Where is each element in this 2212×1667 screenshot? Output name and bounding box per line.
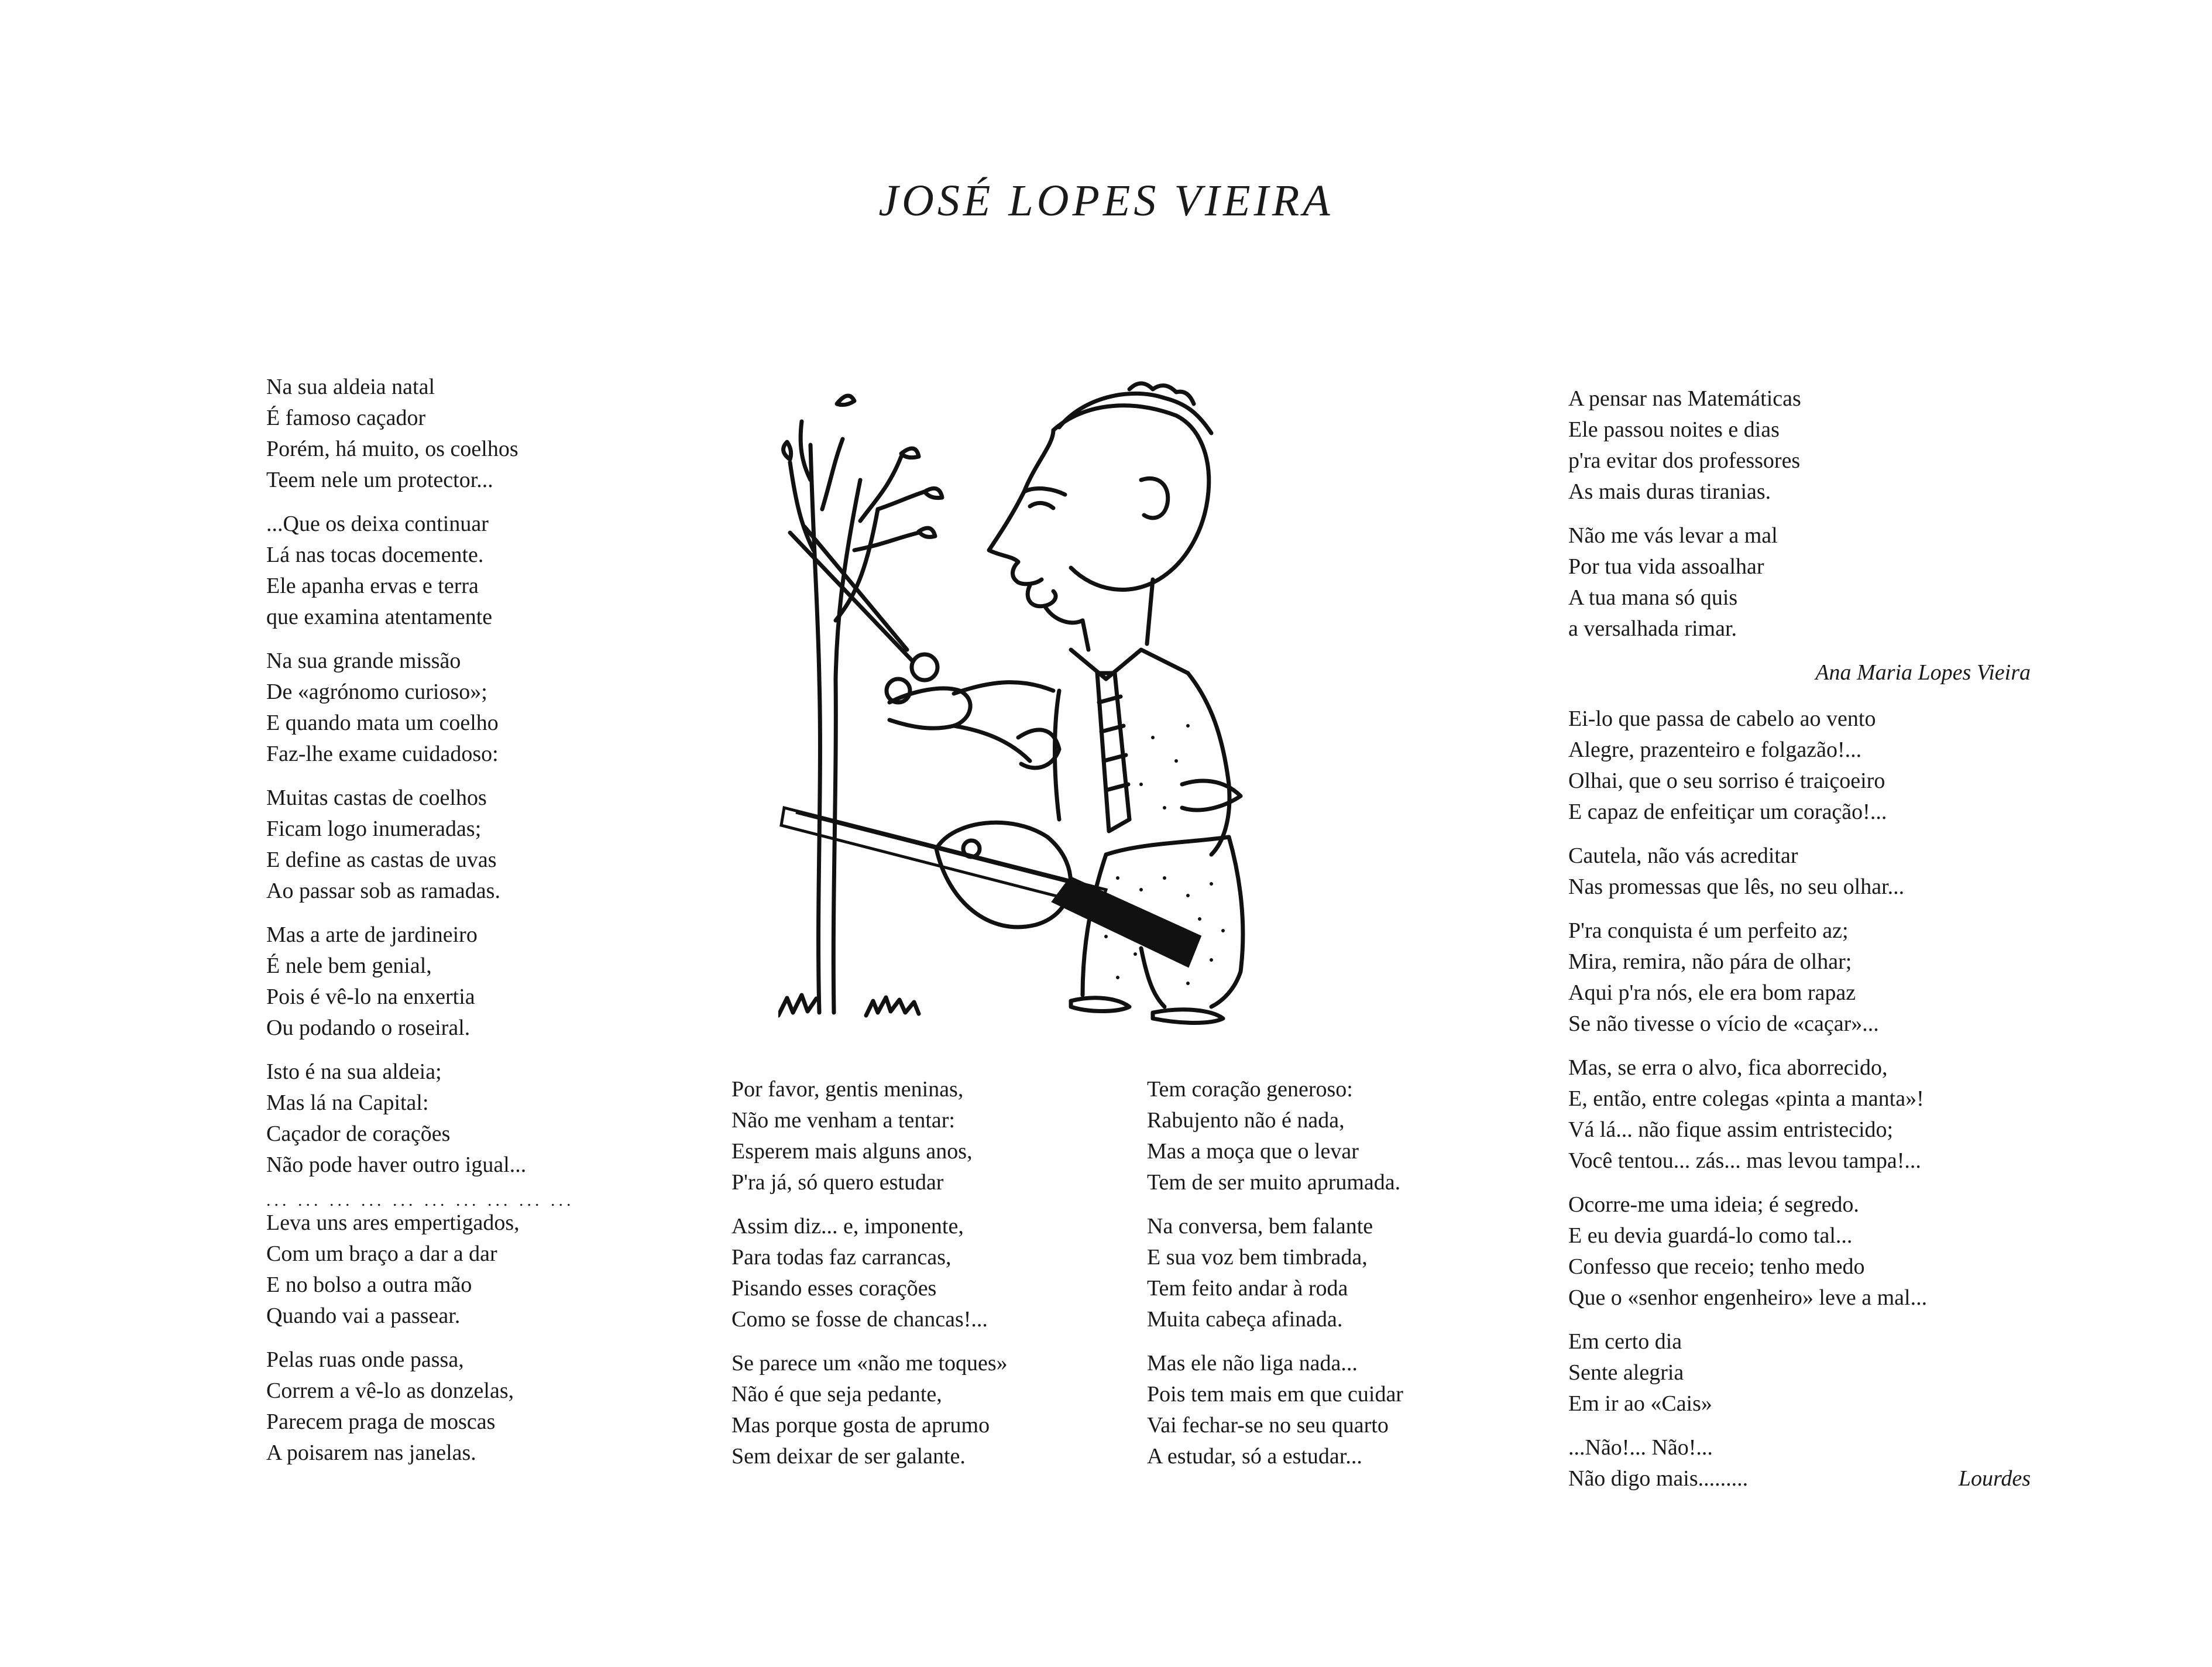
poem-line: E quando mata um coelho [266, 711, 499, 735]
poem-line: Na sua grande missão [266, 649, 461, 673]
poem-line: E eu devia guardá-lo como tal... [1568, 1223, 1853, 1248]
poem-line: ...Não!... Não!... [1568, 1435, 1713, 1460]
poem-line: Sente alegria [1568, 1360, 1684, 1385]
caricature-illustration [778, 375, 1305, 1054]
poem-line: Tem de ser muito aprumada. [1147, 1170, 1401, 1195]
poem-line: Ele apanha ervas e terra [266, 574, 479, 598]
poem-line: Ficam logo inumeradas; [266, 817, 482, 841]
poem-line: p'ra evitar dos professores [1568, 448, 1801, 473]
poem-line: Que o «senhor engenheiro» leve a mal... [1568, 1285, 1928, 1310]
poem-line: Mira, remira, não pára de olhar; [1568, 949, 1852, 974]
stanza [731, 1211, 1106, 1335]
poem-line: Não é que seja pedante, [731, 1382, 942, 1407]
poem-line: Não digo mais......... [1568, 1466, 1749, 1491]
stanza [1568, 383, 2031, 507]
poem-line: Pelas ruas onde passa, [266, 1347, 464, 1372]
poem-line: Mas a moça que o levar [1147, 1139, 1359, 1164]
ellipsis-divider: ... ... ... ... ... ... ... ... ... ... [266, 1191, 575, 1210]
stanza [1568, 1052, 2031, 1176]
poem-line: Olhai, que o seu sorriso é traiçoeiro [1568, 769, 1885, 793]
poem-line: Ou podando o roseiral. [266, 1016, 470, 1040]
poem-line: Rabujento não é nada, [1147, 1108, 1345, 1133]
poem-line: Isto é na sua aldeia; [266, 1059, 442, 1084]
poem-line: Mas lá na Capital: [266, 1090, 429, 1115]
poem-line: Não me venham a tentar: [731, 1108, 955, 1133]
stanza [266, 783, 641, 907]
poem-line: Vai fechar-se no seu quarto [1147, 1413, 1389, 1438]
poem-line: Pois é vê-lo na enxertia [266, 985, 475, 1009]
poem-line: Com um braço a dar a dar [266, 1241, 497, 1266]
poem-line: Não me vás levar a mal [1568, 523, 1778, 548]
poem-line: Mas a arte de jardineiro [266, 922, 478, 947]
poem-line: Por tua vida assoalhar [1568, 554, 1764, 579]
poem-line: Correm a vê-lo as donzelas, [266, 1378, 514, 1403]
stanza [266, 920, 641, 1044]
poem-line: Vá lá... não fique assim entristecido; [1568, 1117, 1894, 1142]
poem-line: Para todas faz carrancas, [731, 1245, 952, 1270]
stanza [1568, 841, 2031, 903]
poem-line: Pisando esses corações [731, 1276, 937, 1301]
stanza [1568, 1189, 2031, 1313]
stanza [266, 1208, 641, 1332]
poem-line: Pois tem mais em que cuidar [1147, 1382, 1403, 1407]
poem-line: Assim diz... e, imponente, [731, 1214, 964, 1239]
poem-line: Nas promessas que lês, no seu olhar... [1568, 874, 1905, 899]
poem-line: Na sua aldeia natal [266, 375, 435, 399]
stanza [1147, 1348, 1521, 1472]
signature-ana-maria: Ana Maria Lopes Vieira [1815, 660, 2031, 685]
poem-line: Teem nele um protector... [266, 468, 493, 492]
poem-line: As mais duras tiranias. [1568, 479, 1771, 504]
stanza [731, 1074, 1106, 1198]
tree-trunk [810, 445, 820, 1013]
signature-lourdes: Lourdes [1958, 1466, 2031, 1491]
poem-line: Parecem praga de moscas [266, 1409, 496, 1434]
poem-line: Faz-lhe exame cuidadoso: [266, 742, 499, 766]
poem-line: P'ra conquista é um perfeito az; [1568, 918, 1849, 943]
stanza [1568, 1326, 2031, 1419]
poem-line: É nele bem genial, [266, 953, 432, 978]
poem-line: Se não tivesse o vício de «caçar»... [1568, 1011, 1879, 1036]
poem-line: A estudar, só a estudar... [1147, 1444, 1362, 1469]
poem-line: Em ir ao «Cais» [1568, 1391, 1712, 1416]
poem-line: E define as castas de uvas [266, 848, 497, 872]
poem-line: Mas ele não liga nada... [1147, 1351, 1358, 1376]
poem-line: E sua voz bem timbrada, [1147, 1245, 1368, 1270]
poem-line: ...Que os deixa continuar [266, 512, 489, 536]
stanza [731, 1348, 1106, 1472]
poem-line: Porém, há muito, os coelhos [266, 437, 518, 461]
poem-line: Por favor, gentis meninas, [731, 1077, 964, 1102]
poem-line: Cautela, não vás acreditar [1568, 843, 1798, 868]
poem-line: De «agrónomo curioso»; [266, 680, 487, 704]
poem-column-4 [1568, 383, 2031, 1507]
poem-line: Confesso que receio; tenho medo [1568, 1254, 1865, 1279]
poem-line: É famoso caçador [266, 406, 426, 430]
poem-line: Leva uns ares empertigados, [266, 1210, 520, 1235]
stanza [1568, 915, 2031, 1040]
poem-line: Se parece um «não me toques» [731, 1351, 1008, 1376]
stanza [266, 646, 641, 770]
poem-line: Esperem mais alguns anos, [731, 1139, 973, 1164]
poem-line: Não pode haver outro igual... [266, 1153, 527, 1177]
poem-line: Mas, se erra o alvo, fica aborrecido, [1568, 1055, 1888, 1080]
poem-line: A poisarem nas janelas. [266, 1440, 476, 1465]
poem-line: Você tentou... zás... mas levou tampa!... [1568, 1148, 1921, 1173]
poem-line: E, então, entre colegas «pinta a manta»! [1568, 1086, 1924, 1111]
poem-line: Sem deixar de ser galante. [731, 1444, 966, 1469]
poem-column-1 [266, 372, 641, 1481]
poem-line: Tem feito andar à roda [1147, 1276, 1348, 1301]
poem-line: Muitas castas de coelhos [266, 786, 487, 810]
poem-line: Aqui p'ra nós, ele era bom rapaz [1568, 980, 1856, 1005]
poem-line: Mas porque gosta de aprumo [731, 1413, 990, 1438]
poem-line: Alegre, prazenteiro e folgazão!... [1568, 738, 1862, 762]
poem-line: Ao passar sob as ramadas. [266, 879, 500, 903]
poem-line: Em certo dia [1568, 1329, 1682, 1354]
poem-column-2 [731, 1074, 1106, 1485]
poem-line: A tua mana só quis [1568, 585, 1738, 610]
poem-line: Tem coração generoso: [1147, 1077, 1353, 1102]
poem-line: a versalhada rimar. [1568, 616, 1737, 641]
poem-line: P'ra já, só quero estudar [731, 1170, 944, 1195]
stanza [266, 1344, 641, 1469]
stanza [266, 372, 641, 496]
poem-line: Ei-lo que passa de cabelo ao vento [1568, 706, 1876, 731]
stanza [1147, 1211, 1521, 1335]
poem-line: Como se fosse de chancas!... [731, 1307, 988, 1332]
poem-line: que examina atentamente [266, 605, 493, 629]
poem-line: Caçador de corações [266, 1121, 451, 1146]
poem-line: Lá nas tocas docemente. [266, 543, 484, 567]
poem-line: E capaz de enfeitiçar um coração!... [1568, 800, 1887, 824]
poem-column-3 [1147, 1074, 1521, 1485]
poem-line: Muita cabeça afinada. [1147, 1307, 1343, 1332]
poem-line: Ocorre-me uma ideia; é segredo. [1568, 1192, 1859, 1217]
poem-line: A pensar nas Matemáticas [1568, 386, 1801, 411]
stanza [1568, 704, 2031, 828]
stanza [266, 1057, 641, 1181]
stanza [1568, 1432, 2031, 1494]
head-outline [1053, 406, 1209, 590]
stanza [1568, 520, 2031, 644]
page-title: JOSÉ LOPES VIEIRA [878, 176, 1334, 225]
poem-line: Ele passou noites e dias [1568, 417, 1780, 442]
poem-line: Quando vai a passear. [266, 1304, 461, 1328]
stanza [1147, 1074, 1521, 1198]
poem-line: Na conversa, bem falante [1147, 1214, 1373, 1239]
stanza [266, 509, 641, 633]
poem-line: E no bolso a outra mão [266, 1272, 472, 1297]
